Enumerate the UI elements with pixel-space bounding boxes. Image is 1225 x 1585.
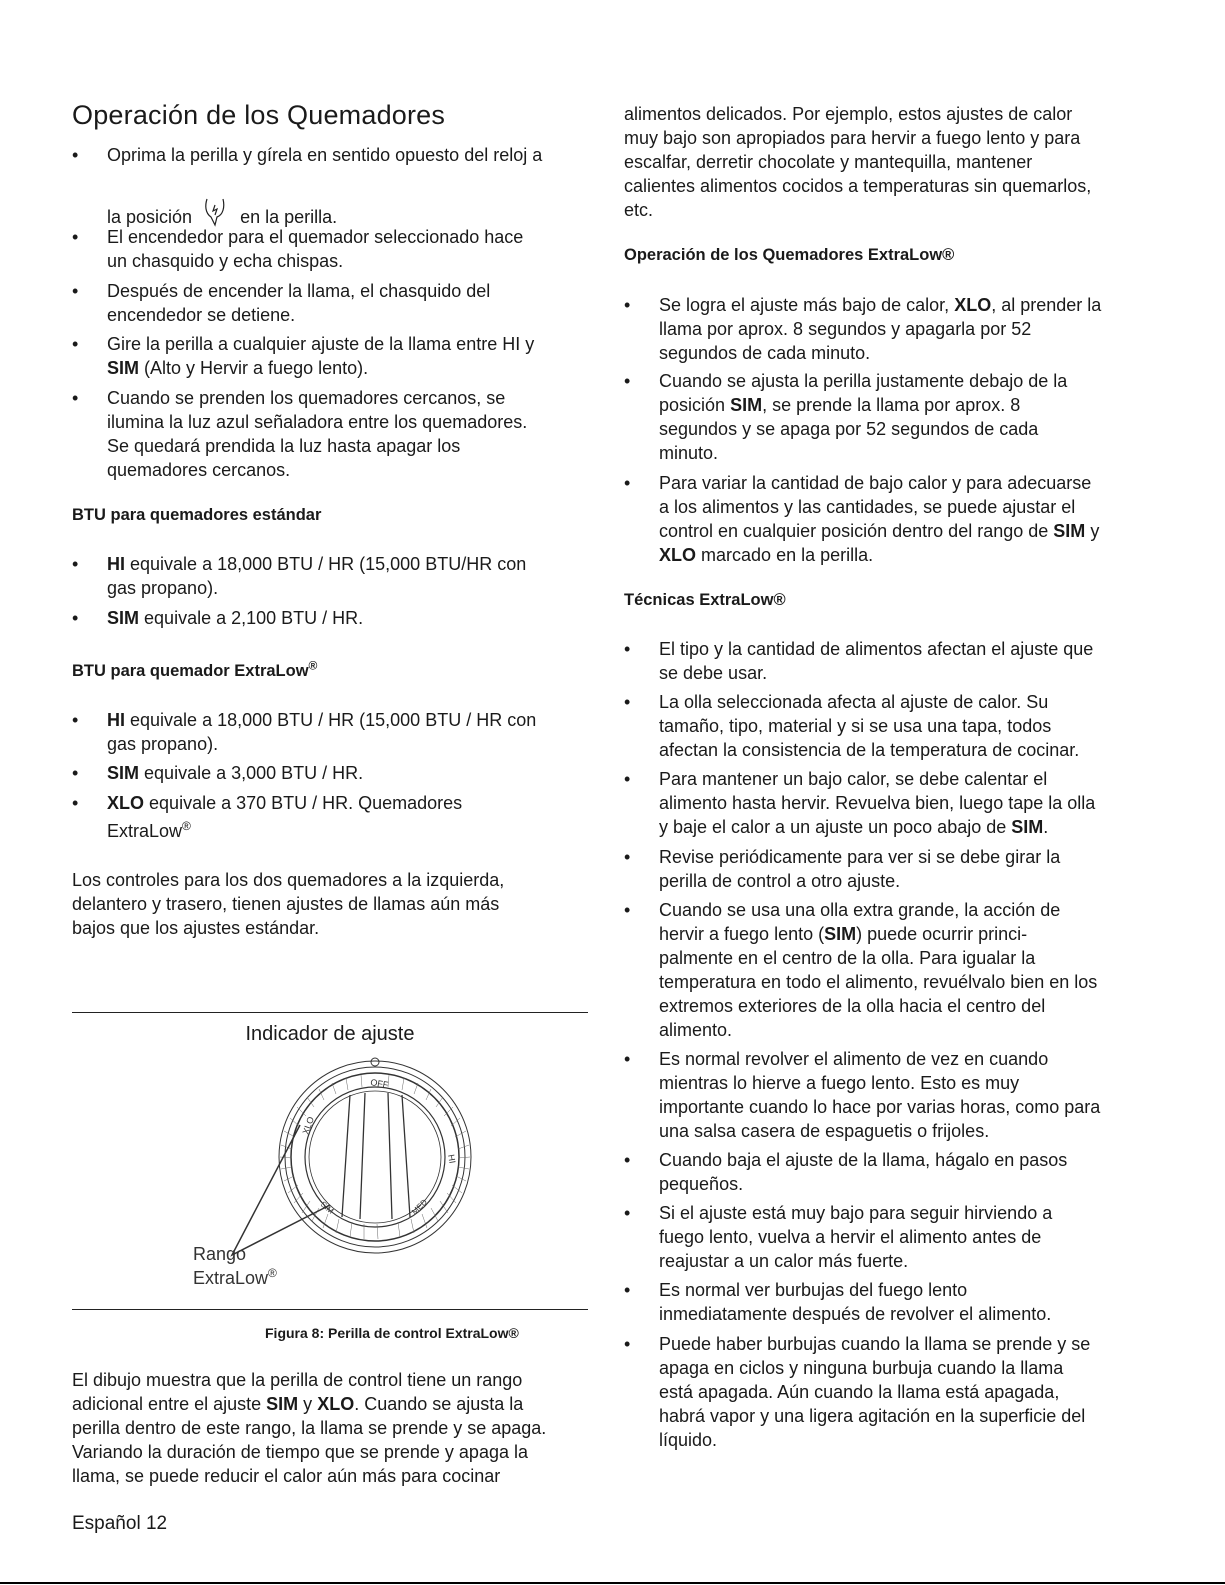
- knob-label-xlo: XLO: [300, 1115, 317, 1136]
- page-footer: Español 12: [72, 1513, 168, 1534]
- section-heading: BTU para quemadores estándar: [72, 506, 322, 524]
- range-label: Rango ExtraLow®: [193, 1244, 277, 1288]
- figure-top-rule: [72, 1012, 588, 1013]
- knob-label-hi: HI: [446, 1153, 458, 1165]
- section-heading: BTU para quemador ExtraLow®: [72, 658, 318, 680]
- bottom-paragraph: El dibujo muestra que la perilla de control tiene un rango adicional entre el ajuste SIM y XLO. Cuando se ajusta la perilla dentro de este rango, la llama se prende y se apaga. Variando la duración de tiempo que se prende y apaga la llama, se puede reducir el calor aún más para cocinar: [72, 1370, 547, 1486]
- figure-caption: Figura 8: Perilla de control ExtraLow®: [265, 1325, 519, 1341]
- section-heading: Técnicas ExtraLow®: [624, 591, 786, 609]
- section-heading: Operación de los Quemadores ExtraLow®: [624, 246, 955, 264]
- knob-label-off: OFF: [369, 1077, 390, 1091]
- knob-label-sim: SIM: [318, 1199, 336, 1216]
- ignite-icon: [201, 195, 231, 227]
- knob-label-med: MED: [410, 1197, 429, 1217]
- page-bottom-rule: [0, 1582, 1225, 1584]
- figure-title: Indicador de ajuste: [245, 1023, 415, 1045]
- intro-paragraph: alimentos delicados. Por ejemplo, estos ajustes de calor muy bajo son apropiados para hervir a fuego lento y para escalfar, derretir chocolate y mantequilla, mantener calientes alimentos cocidos a temperaturas sin quemarlos, etc.: [624, 104, 1092, 220]
- figure-bottom-rule: [72, 1309, 588, 1310]
- page-title: Operación de los Quemadores: [72, 100, 446, 130]
- controls-paragraph: Los controles para los dos quemadores a la izquierda, delantero y trasero, tienen ajustes de llamas aún más bajos que los ajustes estándar.: [72, 870, 505, 938]
